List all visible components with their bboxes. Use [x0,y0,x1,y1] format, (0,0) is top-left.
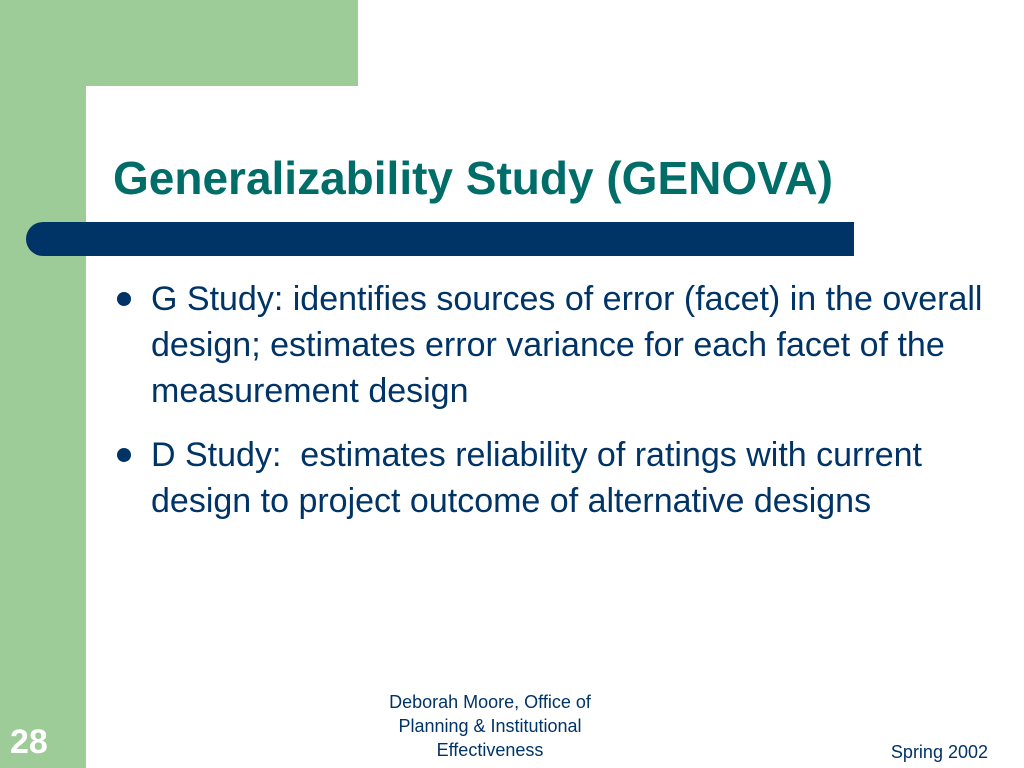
frame-top-block [0,0,358,86]
footer-date: Spring 2002 [890,742,988,762]
bullet-text: G Study: identifies sources of error (facet) in the overall design; estimates error variance for each facet of the measurement design [151,280,983,410]
title-underline-bar [26,222,854,256]
bullet-dot-icon [117,292,131,306]
bullet-dot-icon [117,448,131,462]
frame-left-strip [0,0,86,768]
bullet-text: D Study: estimates reliability of ratings with current design to project outcome of alternative designs [151,436,932,520]
slide-title: Generalizability Study (GENOVA) [113,152,833,204]
footer-author: Deborah Moore, Office of Planning & Institutional Effectiveness [389,692,591,760]
bullet-list [113,276,993,542]
bullet-item-d-study [113,432,993,524]
slide-number: 28 [10,723,48,761]
bullet-item-g-study [113,276,993,414]
